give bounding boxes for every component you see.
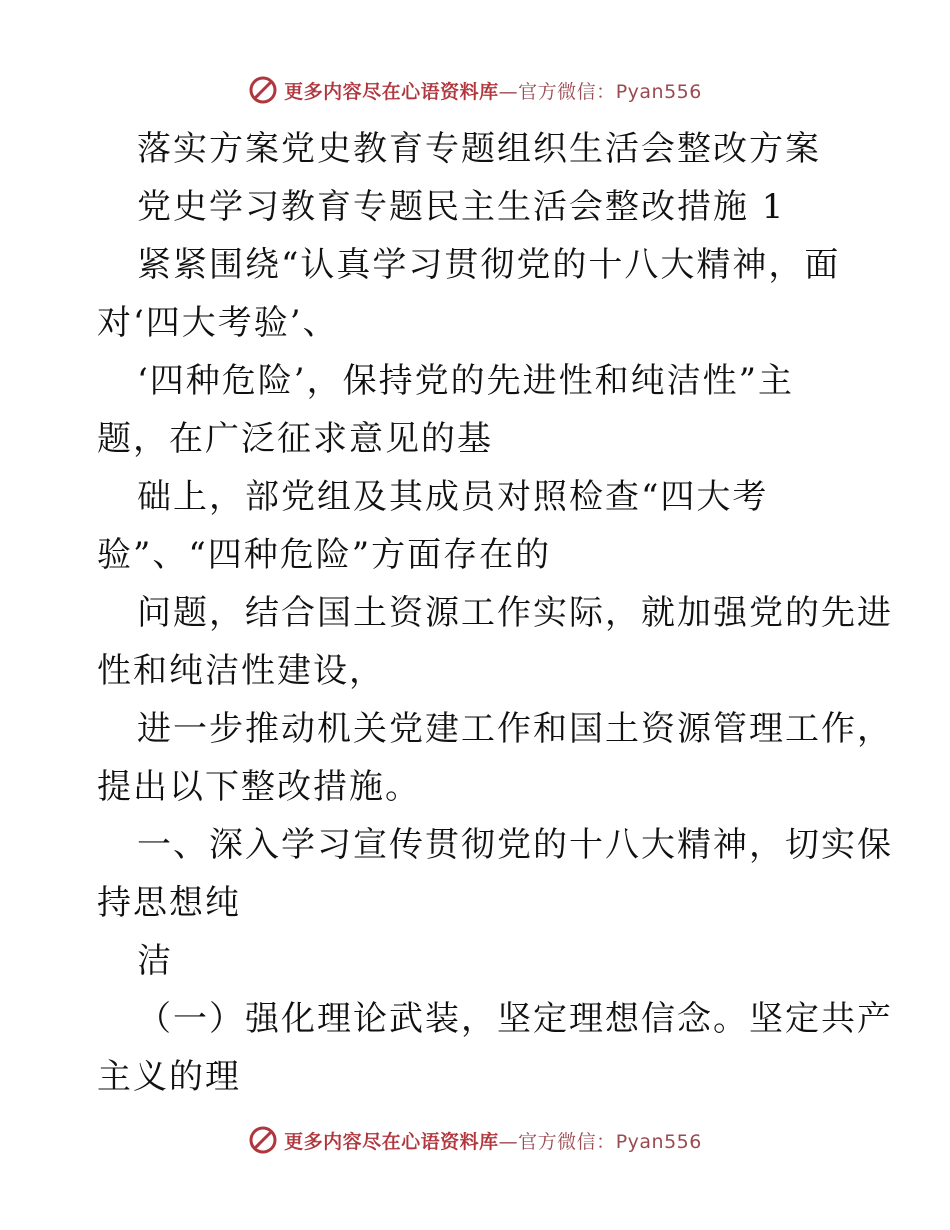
banner-wechat: Pyan556 xyxy=(615,80,702,103)
paragraph-line: 党史学习教育专题民主生活会整改措施 1 xyxy=(137,187,786,227)
banner-official: 官方微信： xyxy=(518,1130,616,1153)
banner-wechat: Pyan556 xyxy=(615,1130,702,1153)
paragraph-line: 问题，结合国土资源工作实际，就加强党的先进 xyxy=(137,593,893,633)
paragraph-line: 础上，部党组及其成员对照检查“四大考 xyxy=(137,477,769,517)
banner-main: 更多内容尽在心语资料库 xyxy=(284,80,499,103)
paragraph-line: 洁 xyxy=(137,941,173,981)
paragraph-line: 进一步推动机关党建工作和国土资源管理工作， xyxy=(137,709,893,749)
paragraph-line: 持思想纯 xyxy=(97,883,241,923)
brush-logo-icon xyxy=(248,75,278,105)
paragraph-line: 性和纯洁性建设， xyxy=(97,651,385,691)
banner-dash: — xyxy=(498,1130,519,1153)
banner-official: 官方微信： xyxy=(518,80,616,103)
paragraph-line: 验”、“四种危险”方面存在的 xyxy=(97,535,552,575)
brush-logo-icon xyxy=(248,1125,278,1155)
banner-main: 更多内容尽在心语资料库 xyxy=(284,1130,499,1153)
paragraph-line: （一）强化理论武装，坚定理想信念。坚定共产 xyxy=(137,999,893,1039)
paragraph-line: 主义的理 xyxy=(97,1057,241,1097)
header-banner xyxy=(0,70,950,110)
footer-banner xyxy=(0,1120,950,1160)
paragraph-line: 题，在广泛征求意见的基 xyxy=(97,419,493,459)
footer-banner-text xyxy=(284,1127,702,1154)
paragraph-line: 落实方案党史教育专题组织生活会整改方案 xyxy=(137,129,821,169)
paragraph-line: 一、深入学习宣传贯彻党的十八大精神，切实保 xyxy=(137,825,893,865)
paragraph-line: 对‘四大考验’、 xyxy=(97,303,339,343)
paragraph-line: 提出以下整改措施。 xyxy=(97,767,421,807)
header-banner-text xyxy=(284,77,702,104)
paragraph-line: 紧紧围绕“认真学习贯彻党的十八大精神，面 xyxy=(137,245,841,285)
paragraph-line: ‘四种危险’，保持党的先进性和纯洁性”主 xyxy=(137,361,794,401)
banner-dash: — xyxy=(498,80,519,103)
document-body xyxy=(97,120,893,1106)
